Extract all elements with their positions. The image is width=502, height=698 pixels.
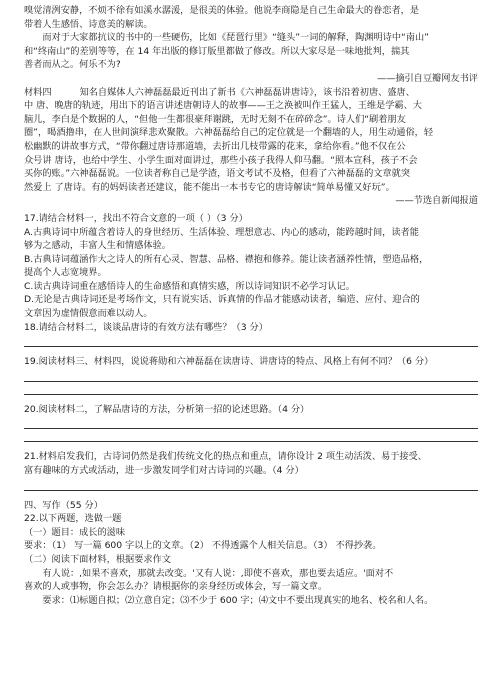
- question-stem: 18.请结合材料二，谈谈品唐诗的有效方法有哪些？（3 分）: [24, 321, 268, 333]
- answer-line[interactable]: [24, 369, 478, 382]
- question-stem: 17.请结合材料一，找出不符合文意的一项（ ）（3 分）: [24, 212, 248, 224]
- topic-requirements: 要求：（1） 写一篇 600 字以上的文章。（2） 不得透露个人相关信息。（3） 不得抄袭。: [24, 540, 382, 552]
- option-line: A.古典诗词中所蕴含着诗人的身世经历、生活体验、理想意志、内心的感动，能跨越时间，读者能: [24, 226, 419, 238]
- question-20: [24, 403, 478, 443]
- text-line: 脑儿，李白是个数据的人，“但他一生都很豪拜谢跳，无时无刻不在碎碎念”。诗人们“刷着朋友: [24, 113, 406, 125]
- answer-line[interactable]: [24, 416, 478, 429]
- text-line: 中 唐、晚唐的轨迹，用出下的语言讲述唐朝诗人的故事——王之涣被叫作王猛人，王维是学霸、大: [24, 100, 422, 112]
- topic-requirements: 要求：⑴标题自拟；⑵立意自定；⑶不少于 600 字；⑷文中不要出现真实的地名、校名和人名。: [42, 594, 434, 606]
- source-note: ——节选自新闻报道: [395, 195, 478, 207]
- question-21: [24, 450, 478, 490]
- question-19: [24, 355, 478, 395]
- text-line: 带着人生感悟、诗意美的解读。: [24, 18, 153, 30]
- answer-line[interactable]: [24, 429, 478, 442]
- option-line: C.读古典诗词重在感悟诗人的生命感悟和真情实感，所以诗词知识不必学习认记。: [24, 280, 355, 292]
- material4: [24, 86, 478, 208]
- text-line: 有人说：,如果不喜欢，那就去改变。'又有人说：,即使不喜欢，那也要去适应。'面对不: [42, 567, 394, 579]
- text-line: 松幽默的讲故事方式，“带你翻过唐诗那道墙，去折出几枝带露的花来，拿给你看。”他不仅在公: [24, 140, 406, 152]
- source-note: ——摘引自豆瓣网友书评: [376, 72, 478, 84]
- question-18: [24, 321, 478, 348]
- topic-title: （一）题目：成长的滋味: [24, 526, 126, 538]
- question-17: [24, 212, 478, 321]
- text-line: 喜欢的人或事物，你会怎么办？请根据你的亲身经历或体会，写一篇文章。: [24, 581, 328, 593]
- topic-title: （二）阅读下面材料，根据要求作文: [24, 554, 171, 565]
- text-line: [24, 86, 478, 100]
- material3-tail: [24, 4, 478, 86]
- question-stem: 21.材料启发我们，古诗词仍然是我们传统文化的热点和重点，请你设计 2 项生动活泼、易于接受、: [24, 451, 427, 463]
- option-line: 提高个人志宽境界。: [24, 267, 107, 279]
- option-line: D.无论是古典诗词还是考场作文，只有说实话、诉真情的作品才能感动读者，编造、应付、迎合的: [24, 294, 420, 306]
- writing-section: [24, 499, 478, 608]
- question-stem: 富有趣味的方式或活动，进一步激发同学们对古诗词的兴趣。（4 分）: [24, 465, 304, 477]
- text-line: 和“终南山”的差别等等，在 14 年出版的修订版里都做了修改。所以大家尽是一味地批判，揣其: [24, 45, 410, 57]
- text-line: 而对于大家都抗议的书中的一些硬伤，比如《琵琶行里》“缝头”一词的解释，陶渊明诗中“南山”: [42, 32, 429, 44]
- option-line: 文章因为虚情假意而难以动人。: [24, 308, 153, 320]
- question-stem: 20.阅读材料二，了解品唐诗的方法，分析第一招的论述思路。（4 分）: [24, 403, 310, 415]
- option-line: B.古典诗词蕴涵作大之诗人的所有心灵、智慧、品格、襟抱和修养。能让读者涵养性情，塑造品格，: [24, 253, 429, 265]
- text-span: 知名自媒体人六神磊磊最近刊出了新书《六神磊磊讲唐诗》，该书沿着初唐、盛唐、: [79, 86, 415, 98]
- answer-line[interactable]: [24, 382, 478, 395]
- text-line: 圈”，喝酒撸串，在人世间演绎悲欢聚散。六神磊磊给自己的定位就是一个翻墙的人，用生动通俗，轻: [24, 127, 434, 139]
- text-line: 众号讲 唐诗，也给中学生、小学生面对面讲过，那些小孩子我得人仰马翻。“照本宣科，孩子不会: [24, 154, 418, 166]
- material-label: 材料四: [24, 86, 52, 98]
- question-stem: 19.阅读材料三、材料四，说说蒋勋和六神磊磊在读唐诗、讲唐诗的特点、风格上有何不同？（6 分）: [24, 356, 434, 368]
- section-heading: 四、写作（55 分）: [24, 499, 103, 511]
- text-line: 嗅觉清洌安静，不烦不徐有如溪水潺湲，是很美的体验。他说李商隐是自己生命最大的眷恋者，是: [24, 5, 420, 16]
- answer-line[interactable]: [24, 478, 478, 491]
- text-line: 买你的账。”六神磊磊说。一位读者称自己是学渣，语文考试不及格，但看了六神磊磊的文章就突: [24, 168, 411, 180]
- question-stem: 22.以下两题，选做一题: [24, 513, 122, 525]
- answer-line[interactable]: [24, 334, 478, 347]
- text-line: 然爱上 了唐诗。有的妈妈读者还建议，能不能出一本书专它的唐诗解读“简单易懂又好玩”。: [24, 181, 395, 193]
- text-line: 善者而从之。何乐不为?: [24, 59, 121, 71]
- option-line: 够为之感动，丰富人生和情感体验。: [24, 240, 171, 252]
